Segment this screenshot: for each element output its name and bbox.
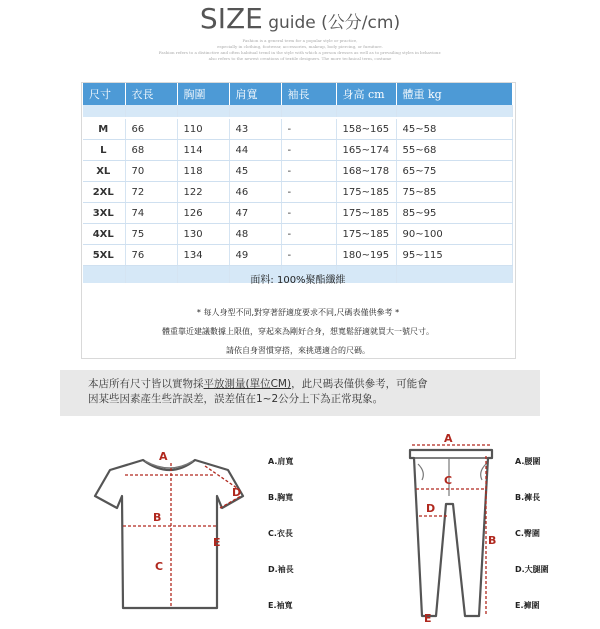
pants-legend-a: A.腰圍 <box>515 457 541 466</box>
pants-legend-e: E.褲圍 <box>515 601 540 610</box>
notice-line-1 <box>88 377 518 392</box>
sleeve-cell: - <box>281 118 336 140</box>
shirt-legend-d: D.袖長 <box>268 565 294 574</box>
chest-cell: 110 <box>177 118 229 140</box>
fine-print-1: Fashion is a general term for a popular style or practice, <box>242 38 358 43</box>
length-cell: 68 <box>125 140 177 161</box>
pants-marker-c: C <box>444 474 453 487</box>
fabric-info: 面料: 100%聚酯纖維 <box>250 275 346 286</box>
shoulder-cell: 44 <box>229 140 281 161</box>
chest-cell: 114 <box>177 140 229 161</box>
size-cell: 5XL <box>83 245 125 266</box>
shoulder-cell: 48 <box>229 224 281 245</box>
col-shoulder: 肩寬 <box>229 83 281 105</box>
note-disclaimer: * 每人身型不同,對穿著舒適度要求不同,尺碼表僅供參考 * <box>196 308 400 317</box>
sleeve-cell: - <box>281 161 336 182</box>
table-row <box>83 245 513 266</box>
size-cell: M <box>83 118 125 140</box>
size-cell: 2XL <box>83 182 125 203</box>
shirt-marker-a: A <box>159 450 168 463</box>
sleeve-cell: - <box>281 224 336 245</box>
shirt-marker-c: C <box>155 560 164 573</box>
height-cell: 175~185 <box>336 182 396 203</box>
shoulder-cell: 46 <box>229 182 281 203</box>
shirt-legend-c: C.衣長 <box>268 529 293 538</box>
notice-line-2: 因某些因素產生些許誤差，誤差值在1~2公分上下為正常現象。 <box>88 393 384 405</box>
size-cell: 3XL <box>83 203 125 224</box>
chest-cell: 126 <box>177 203 229 224</box>
notice-underlined: 平放測量(單位CM) <box>203 378 292 390</box>
col-length: 衣長 <box>125 83 177 105</box>
height-cell: 180~195 <box>336 245 396 266</box>
chest-cell: 134 <box>177 245 229 266</box>
notice-text-a: 本店所有尺寸皆以實物採 <box>88 378 204 390</box>
weight-cell: 75~85 <box>396 182 513 203</box>
size-table <box>83 83 513 285</box>
table-row <box>83 140 513 161</box>
height-cell: 175~185 <box>336 203 396 224</box>
pants-marker-a: A <box>444 434 453 445</box>
height-cell: 175~185 <box>336 224 396 245</box>
pants-diagram <box>400 434 510 624</box>
spacer-row <box>83 105 513 118</box>
shirt-legend-e: E.袖寬 <box>268 601 293 610</box>
weight-cell: 90~100 <box>396 224 513 245</box>
fine-print-4: also refers to the newest creations of textile designers. The more technical term, costume <box>208 56 392 61</box>
table-row <box>83 161 513 182</box>
note-choose: 請依自身習慣穿搭，來挑選適合的尺碼。 <box>226 346 370 355</box>
chest-cell: 122 <box>177 182 229 203</box>
shirt-legend-a: A.肩寬 <box>268 457 294 466</box>
fine-print-3: Fashion refers to a distinctive and often habitual trend in the style with which a person dresses as well as to prevailing styles in behaviour. <box>158 50 442 55</box>
pants-marker-b: B <box>488 534 497 547</box>
table-row <box>83 182 513 203</box>
page-title <box>0 2 600 35</box>
sleeve-cell: - <box>281 140 336 161</box>
pants-marker-d: D <box>426 502 436 515</box>
shoulder-cell: 47 <box>229 203 281 224</box>
tshirt-diagram <box>85 448 255 618</box>
height-cell: 158~165 <box>336 118 396 140</box>
shoulder-cell: 45 <box>229 161 281 182</box>
chest-cell: 130 <box>177 224 229 245</box>
weight-cell: 95~115 <box>396 245 513 266</box>
length-cell: 72 <box>125 182 177 203</box>
pants-legend-d: D.大腿圍 <box>515 565 549 574</box>
sleeve-cell: - <box>281 245 336 266</box>
col-chest: 胸圍 <box>177 83 229 105</box>
chest-cell: 118 <box>177 161 229 182</box>
note-weight: 體重靠近建議數據上限值，穿起來為剛好合身，想寬鬆舒適就買大一號尺寸。 <box>162 327 434 336</box>
sleeve-cell: - <box>281 203 336 224</box>
notice-text-b: ，此尺碼表僅供參考，可能會 <box>291 378 428 390</box>
title-sub: guide (公分/cm) <box>262 13 401 33</box>
col-weight: 體重 kg <box>396 83 513 105</box>
length-cell: 75 <box>125 224 177 245</box>
height-cell: 168~178 <box>336 161 396 182</box>
table-header-row <box>83 83 513 105</box>
shirt-legend-b: B.胸寬 <box>268 493 294 502</box>
shirt-marker-b: B <box>153 511 162 524</box>
length-cell: 70 <box>125 161 177 182</box>
pants-marker-e: E <box>424 612 432 624</box>
weight-cell: 65~75 <box>396 161 513 182</box>
weight-cell: 45~58 <box>396 118 513 140</box>
length-cell: 74 <box>125 203 177 224</box>
col-size: 尺寸 <box>83 83 125 105</box>
shoulder-cell: 49 <box>229 245 281 266</box>
shirt-marker-d: D <box>232 486 242 499</box>
pants-legend-b: B.褲長 <box>515 493 541 502</box>
size-cell: L <box>83 140 125 161</box>
sleeve-cell: - <box>281 182 336 203</box>
shoulder-cell: 43 <box>229 118 281 140</box>
table-row <box>83 224 513 245</box>
size-cell: 4XL <box>83 224 125 245</box>
measurement-notice <box>60 370 540 416</box>
table-row <box>83 203 513 224</box>
title-main: SIZE <box>199 2 263 35</box>
length-cell: 66 <box>125 118 177 140</box>
col-sleeve: 袖長 <box>281 83 336 105</box>
col-height: 身高 cm <box>336 83 396 105</box>
table-row <box>83 118 513 140</box>
fine-print-2: especially in clothing, footwear, accessories, makeup, body piercing, or furniture. <box>217 44 383 49</box>
shirt-marker-e: E <box>213 536 221 549</box>
weight-cell: 55~68 <box>396 140 513 161</box>
height-cell: 165~174 <box>336 140 396 161</box>
pants-legend-c: C.臀圍 <box>515 529 540 538</box>
size-cell: XL <box>83 161 125 182</box>
weight-cell: 85~95 <box>396 203 513 224</box>
tshirt-outline <box>95 460 243 608</box>
length-cell: 76 <box>125 245 177 266</box>
